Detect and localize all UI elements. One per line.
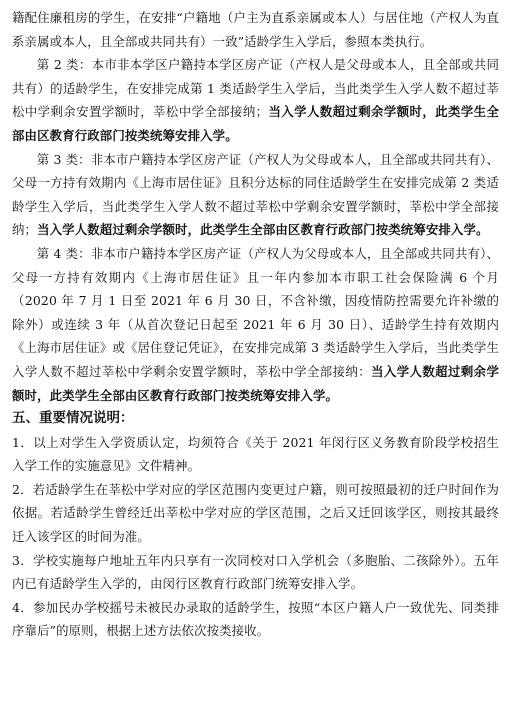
category-4-text: 第 4 类：非本市户籍持本学区房产证（产权人为父母或本人，且全部或共同共有）、父母一方持有效期内《上海市居住证》且一年内参加本市职工社会保险满 6 个月（2020 年 7 月 1 日至 2021 年 6 月 30 日，不含补缴，因疫情防控需要允许补缴的除外）或连续 3 年（从首次登记日起至 2021 年 6 月 30 日）、适龄学生持有效期内《上海市居住证》或《居住登记凭证》，在安排完成第 3 类适龄学生入学后，当此类学生入学人数不超过莘松中学剩余安置学额时，莘松中学全部接纳：	[12, 245, 499, 379]
section-heading: 五、重要情况说明：	[12, 410, 134, 427]
paragraph-continuation: 籍配住廉租房的学生，在安排“户籍地（户主为直系亲属或本人）与居住地（产权人为直系亲属或本人，且全部或共同共有）一致”适龄学生入学后，参照本类执行。	[12, 10, 499, 49]
category-2-text: 第 2 类：本市非本学区户籍持本学区房产证（产权人是父母或本人，且全部或共同共有）的适龄学生，在安排完成第 1 类适龄学生入学后，当此类学生入学人数不超过莘松中学剩余安置学额时，莘松中学全部接纳；	[12, 57, 499, 120]
note-1: 1．以上对学生入学资质认定，均须符合《关于 2021 年闵行区义务教育阶段学校招生入学工作的实施意见》文件精神。	[12, 434, 499, 474]
note-3: 3．学校实施每户地址五年内只享有一次同校对口入学机会（多胞胎、二孩除外）。五年内已有适龄学生入学的，由闵行区教育行政部门统筹安排入学。	[12, 552, 499, 592]
note-4: 4．参加民办学校摇号未被民办录取的适龄学生，按照“本区户籍人户一致优先、同类排序靠后”的原则，根据上述方法依次按类接收。	[12, 599, 499, 639]
category-4-bold: 当入学人数超过剩余学额时，此类学生全部由区教育行政部门按类统筹安排入学。	[12, 363, 500, 403]
category-3-bold: 当入学人数超过剩余学额时，此类学生全部由区教育行政部门按类统筹安排入学。	[37, 222, 489, 238]
category-3-text: 第 3 类：非本市户籍持本学区房产证（产权人为父母或本人，且全部或共同共有）、父母一方持有效期内《上海市居住证》且积分达标的同住适龄学生在安排完成第 2 类适龄学生入学后，当此类学生入学人数不超过莘松中学剩余安置学额时，莘松中学全部接纳；	[12, 151, 499, 238]
category-2-paragraph	[12, 53, 499, 147]
category-2-bold: 当入学人数超过剩余学额时，此类学生全部由区教育行政部门按类统筹安排入学。	[12, 104, 500, 143]
note-2: 2．若适龄学生在莘松中学对应的学区范围内变更过户籍，则可按照最初的迁户时间作为依据。若适龄学生曾经迁出莘松中学对应的学区范围，之后又迁回该学区，则按其最终迁入该学区的时间为准。	[12, 481, 499, 545]
category-3-paragraph	[12, 148, 499, 242]
category-4-paragraph	[12, 242, 499, 407]
